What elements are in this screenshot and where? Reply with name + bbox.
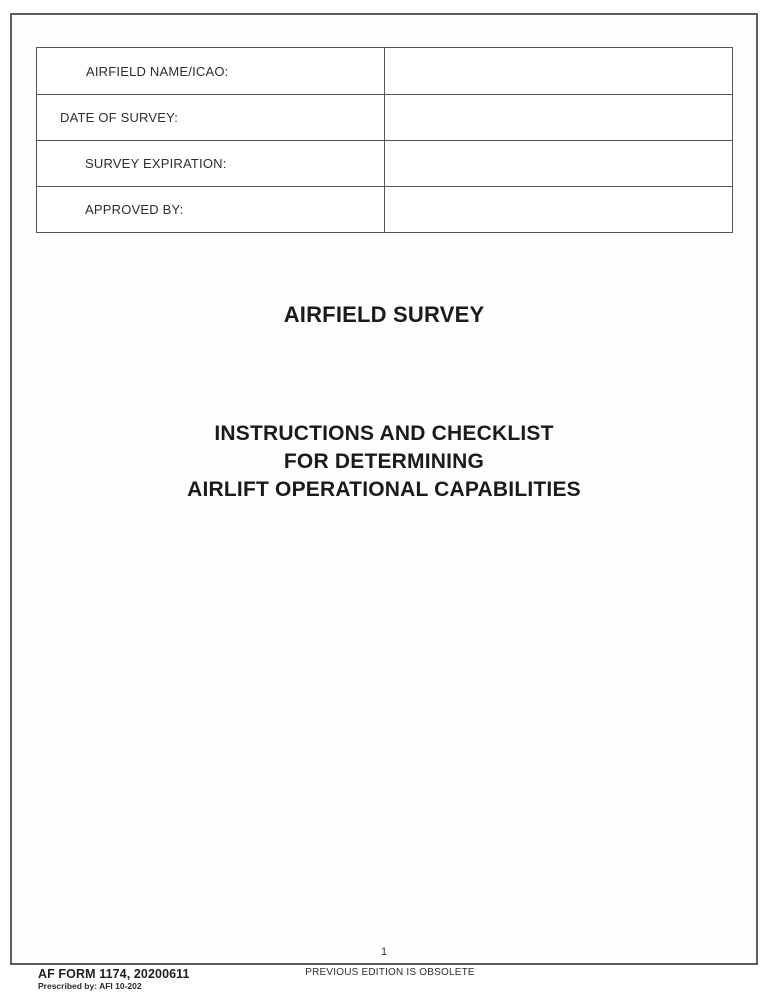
footer-obsolete-notice: PREVIOUS EDITION IS OBSOLETE [305,967,475,978]
survey-expiration-value-cell[interactable] [385,140,732,186]
approved-by-label: APPROVED BY: [37,186,385,232]
survey-info-table [36,47,733,233]
document-subtitle [10,420,758,504]
document-title: AIRFIELD SURVEY [283,302,485,327]
subtitle-line-2: FOR DETERMINING [283,450,485,473]
survey-expiration-label: SURVEY EXPIRATION: [37,140,385,186]
airfield-name-value-cell[interactable] [385,48,732,94]
footer-prescribed-by: Prescribed by: AFI 10-202 [38,981,142,991]
subtitle-line-3: AIRLIFT OPERATIONAL CAPABILITIES [187,478,581,501]
footer-form-id: AF FORM 1174, 20200611 [38,967,190,981]
approved-by-value-cell[interactable] [385,186,732,232]
subtitle-line-1: INSTRUCTIONS AND CHECKLIST [214,422,554,445]
date-of-survey-label: DATE OF SURVEY: [37,94,385,140]
page-number: 1 [380,946,388,958]
airfield-name-label: AIRFIELD NAME/ICAO: [37,48,385,94]
date-of-survey-value-cell[interactable] [385,94,732,140]
